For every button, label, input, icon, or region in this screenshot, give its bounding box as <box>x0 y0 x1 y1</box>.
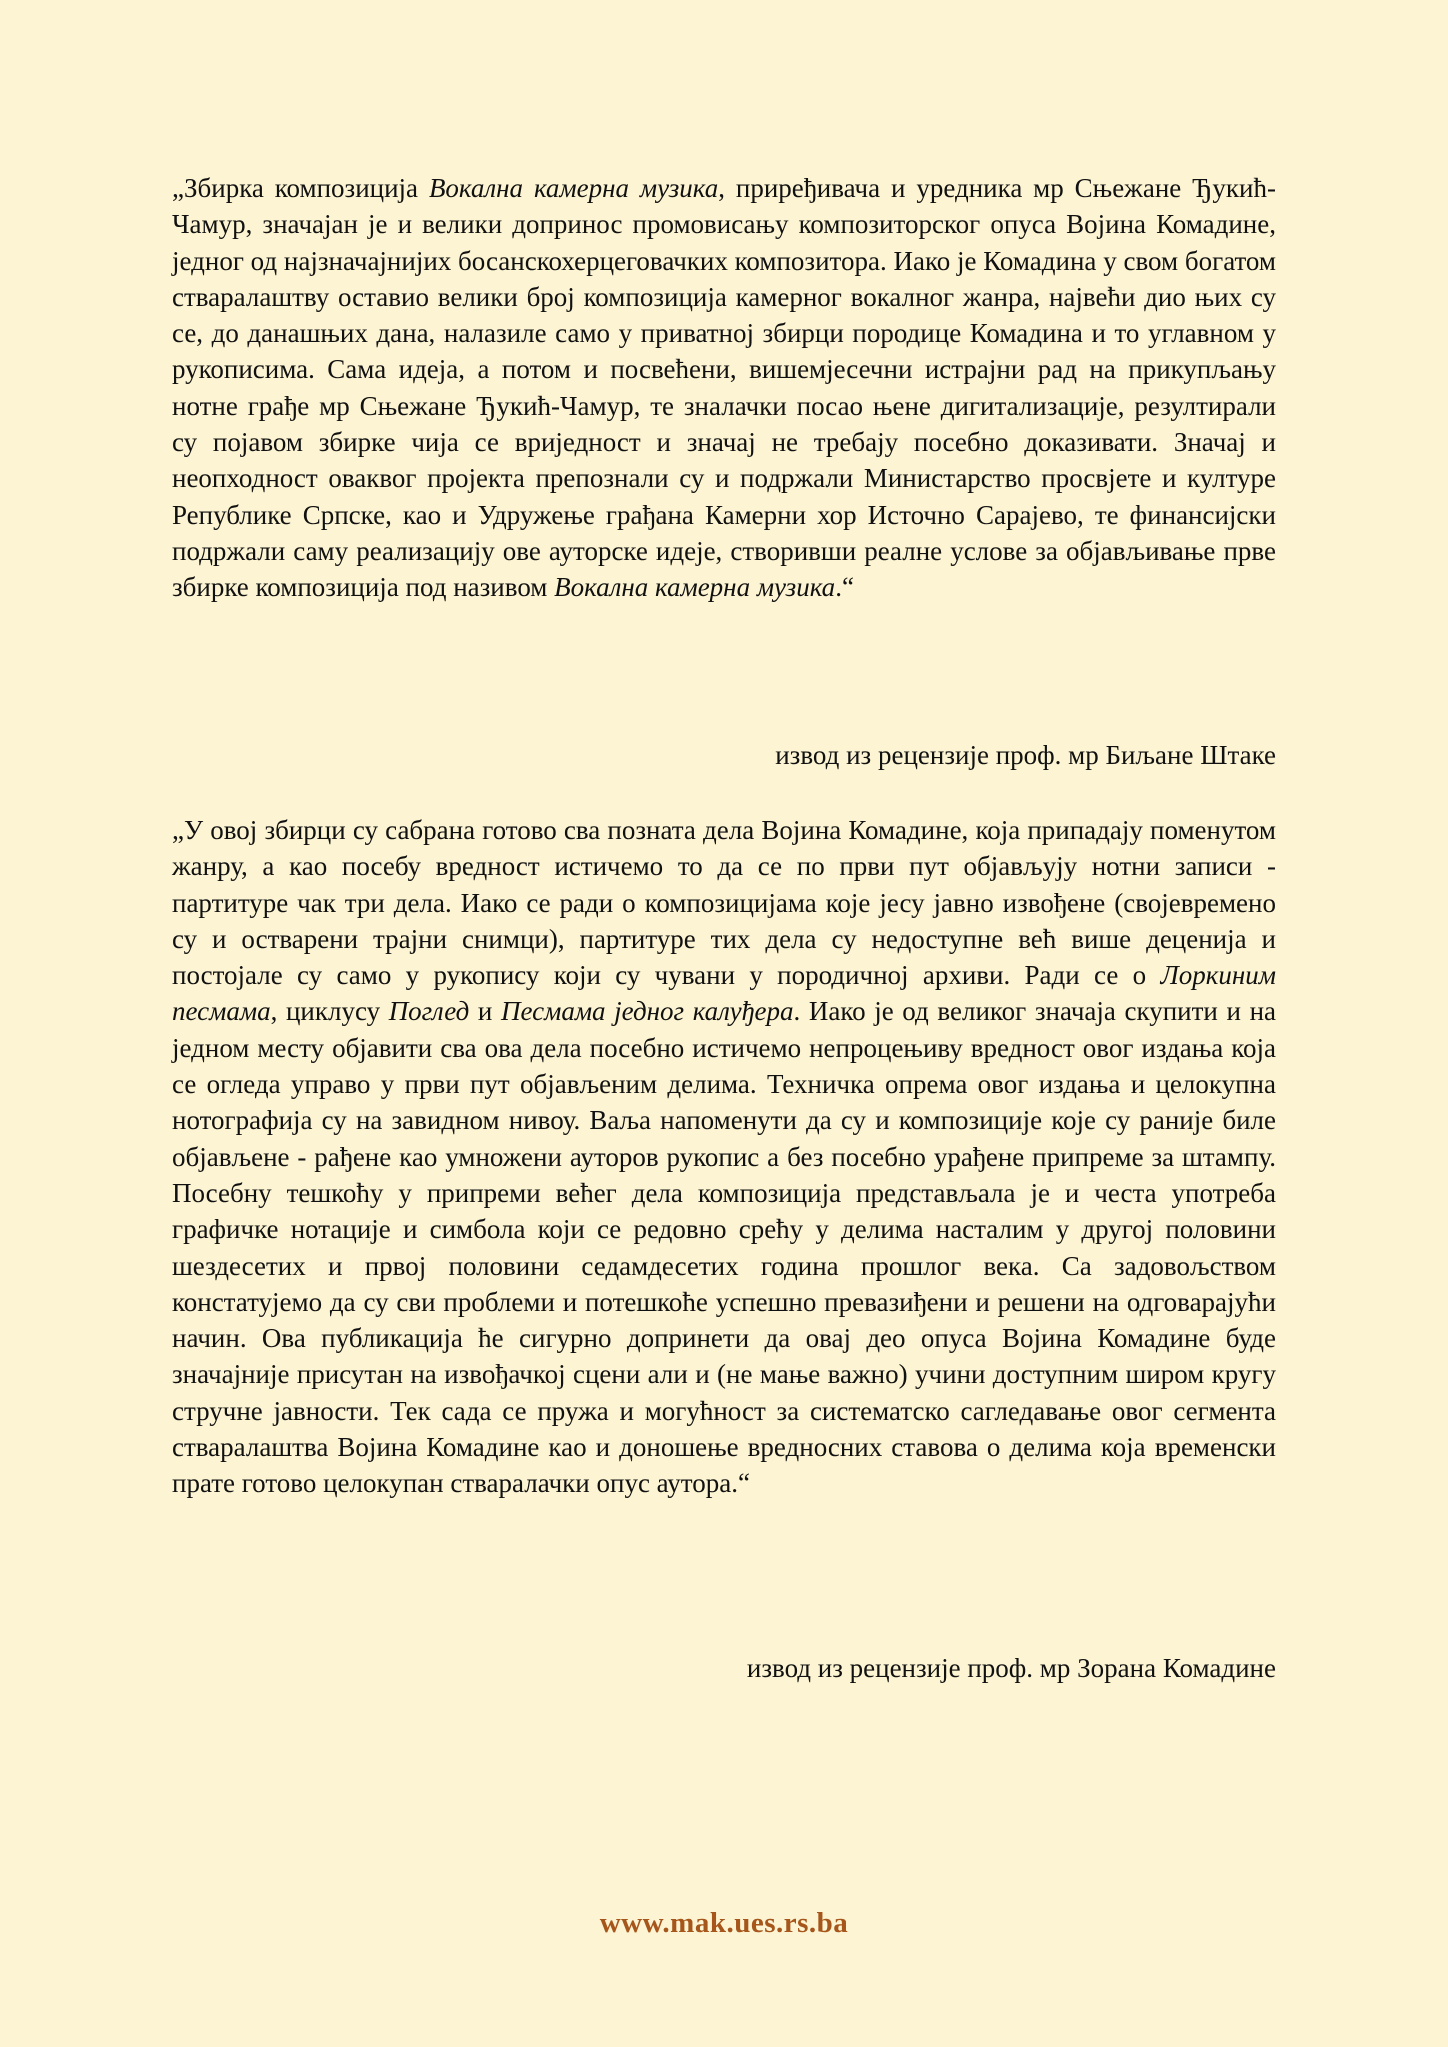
review-2-title-1: Лоркиним песмама <box>172 960 1276 1027</box>
footer-website-link[interactable]: www.mak.ues.rs.ba <box>599 1907 849 1939</box>
review-2-text-3: и <box>469 996 501 1027</box>
review-1-text-3: .“ <box>835 572 854 603</box>
review-2-attribution: извод из рецензије проф. мр Зорана Комадине <box>746 1653 1276 1683</box>
review-1-text-2: , приређивача и уредника мр Сњежане Ђукић-Чамур, значајан је и велики допринос промовисању композиторског опуса Војина Комадине, једног од најзначајнијих босанскохерцеговачких композитора. Иако је Комадина у свом богатом стваралаштву оставио велики број композиција камерног вокалног жанра, највећи дио њих су се, до данашњих дана, налазиле само у приватној збирци породице Комадина и то углавном у рукописима. Сама идеја, а потом и посвећени, вишемјесечни истрајни рад на прикупљању нотне грађе мр Сњежане Ђукић-Чамур, те зналачки посао њене дигитализације, резултирали су појавом збирке чија се вриједност и значај не требају посебно доказивати. Значај и неопходност оваквог пројекта препознали су и подржали Министарство просвјете и културе Републике Српске, као и Удружење грађана Камерни хор Источно Сарајево, те финансијски подржали саму реализацију ове ауторске идеје, створивши реалне услове за објављивање прве збирке композиција под називом <box>172 173 1276 603</box>
review-1-text-1: „Збирка композиција <box>172 173 429 203</box>
review-2-text-1: „У овој збирци су сабрана готово сва позната дела Војина Комадине, која припадају поменутом жанру, а као посебу вредност истичемо то да се по први пут објављују нотни записи - партитуре чак три дела. Иако се ради о композицијама које јесу јавно извођене (својевремено су и остварени трајни снимци), партитуре тих дела су недоступне већ више деценија и постојале су само у рукопису који су чувани у породичној архиви. Ради се о <box>172 815 1276 991</box>
review-1-title-2: Вокална камерна музика <box>554 572 836 603</box>
review-2-text-2: , циклусу <box>270 996 389 1027</box>
review-excerpt-2 <box>172 812 1276 1502</box>
review-2-paragraph <box>172 812 1276 1502</box>
review-1-paragraph <box>172 170 1276 606</box>
review-2-title-2: Поглед <box>388 996 470 1027</box>
review-2-title-3: Песмама једног калуђера <box>500 996 794 1027</box>
review-1-title-1: Вокална камерна музика <box>428 173 719 203</box>
review-excerpt-1 <box>172 170 1276 606</box>
review-2-text-4: . Иако је од великог значаја скупити и на једном месту објавити сва ова дела посебно истичемо непроцењиву вредност овог издања која се огледа управо у први пут објављеним делима. Техничка опрема овог издања и целокупна нотографија су на завидном нивоу. Ваља напоменути да су и композиције које су раније биле објављене - рађене као умножени ауторов рукопис а без посебно урађене припреме за штампу. Посебну тешкоћу у припреми већег дела композиција представљала је и честа употреба графичке нотације и симбола који се редовно срећу у делима насталим у другој половини шездесетих и првој половини седамдесетих година прошлог века. Са задовољством констатујемо да су сви проблеми и потешкоће успешно превазиђени и решени на одговарајући начин. Ова публикација ће сигурно допринети да овај део опуса Војина Комадине буде значајније присутан на извођачкој сцени али и (не мање важно) учини доступним широм кругу стручне јавности. Тек сада се пружа и могућност за систематско сагледавање овог сегмента стваралаштва Војина Комадине као и доношење вредносних ставова о делима која временски прате готово целокупан стваралачки опус аутора.“ <box>172 996 1277 1499</box>
review-1-attribution: извод из рецензије проф. мр Биљане Штаке <box>775 740 1276 770</box>
